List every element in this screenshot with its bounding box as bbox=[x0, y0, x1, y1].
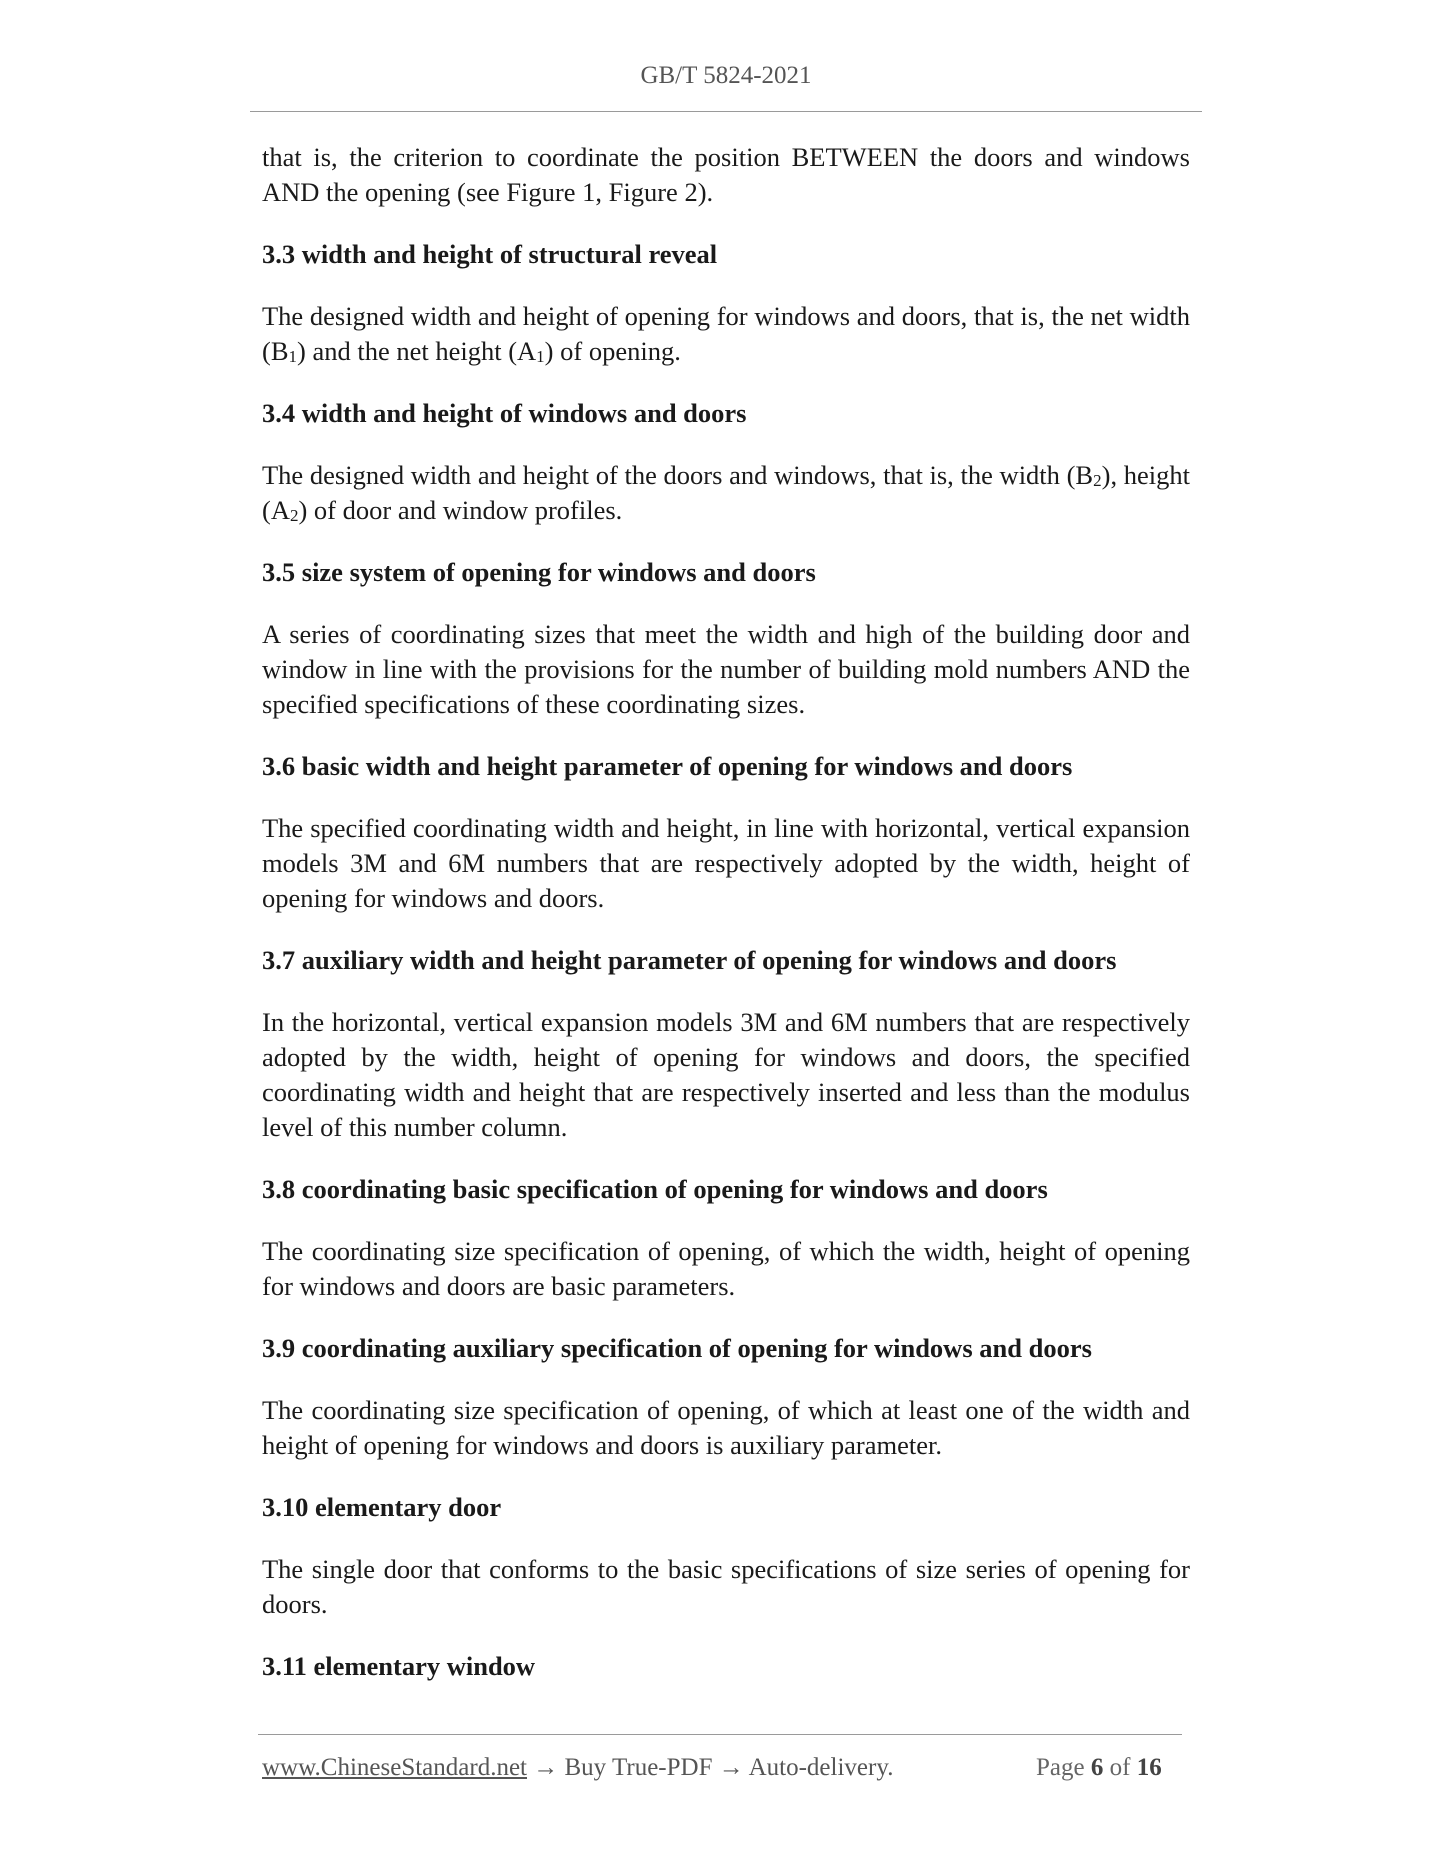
heading-3-4: 3.4 width and height of windows and doors bbox=[262, 398, 747, 428]
website-link[interactable]: www.ChineseStandard.net bbox=[262, 1754, 527, 1781]
arrow-icon: → bbox=[533, 1754, 559, 1781]
paragraph-3-9: The coordinating size specification of opening, of which at least one of the width and height of opening for windows and doors is auxiliary parameter. bbox=[262, 1395, 1190, 1460]
heading-3-10: 3.10 elementary door bbox=[262, 1492, 502, 1522]
heading-3-9: 3.9 coordinating auxiliary specification of opening for windows and doors bbox=[262, 1333, 1092, 1363]
heading-3-7: 3.7 auxiliary width and height parameter of opening for windows and doors bbox=[262, 945, 1117, 975]
heading-3-6: 3.6 basic width and height parameter of opening for windows and doors bbox=[262, 751, 1073, 781]
auto-delivery-text: Auto-delivery. bbox=[748, 1754, 894, 1781]
intro-paragraph: that is, the criterion to coordinate the position BETWEEN the doors and windows AND the opening (see Figure 1, Figure 2). bbox=[262, 142, 1190, 207]
heading-3-8: 3.8 coordinating basic specification of opening for windows and doors bbox=[262, 1174, 1048, 1204]
document-body bbox=[262, 140, 1190, 1711]
footer-divider bbox=[258, 1734, 1182, 1735]
page-current: 6 bbox=[1090, 1754, 1104, 1781]
page-of: of bbox=[1109, 1754, 1131, 1781]
footer-links bbox=[262, 1754, 893, 1782]
document-code-header: GB/T 5824-2021 bbox=[640, 62, 812, 89]
paragraph-3-7: In the horizontal, vertical expansion models 3M and 6M numbers that are respectively adopted by the width, height of opening for windows and doors, the specified coordinating width and height that are respectively inserted and less than the modulus level of this number column. bbox=[262, 1007, 1190, 1142]
heading-3-3: 3.3 width and height of structural reveal bbox=[262, 239, 718, 269]
paragraph-3-4: The designed width and height of the doors and windows, that is, the width $(B_2)$, height $(A_2)$ of door and window profiles. bbox=[262, 460, 1191, 525]
paragraph-3-8: The coordinating size specification of opening, of which the width, height of opening for windows and doors are basic parameters. bbox=[262, 1236, 1190, 1301]
header-divider bbox=[250, 111, 1202, 112]
page-label: Page bbox=[1036, 1754, 1085, 1781]
page-total: 16 bbox=[1136, 1754, 1162, 1781]
paragraph-3-10: The single door that conforms to the basic specifications of size series of opening for doors. bbox=[262, 1554, 1190, 1619]
paragraph-3-6: The specified coordinating width and height, in line with horizontal, vertical expansion models 3M and 6M numbers that are respectively adopted by the width, height of opening for windows and doors. bbox=[262, 813, 1190, 913]
heading-3-11: 3.11 elementary window bbox=[262, 1651, 536, 1681]
buy-pdf-text: Buy True-PDF bbox=[564, 1754, 713, 1781]
page-indicator bbox=[1036, 1754, 1162, 1782]
paragraph-3-3: The designed width and height of opening for windows and doors, that is, the net width $(B_1)$ and the net height $(A_1)$ of opening. bbox=[262, 301, 1190, 366]
paragraph-3-5: A series of coordinating sizes that meet the width and high of the building door and window in line with the provisions for the number of building mold numbers AND the specified specifications of these coordinating sizes. bbox=[262, 619, 1190, 719]
heading-3-5: 3.5 size system of opening for windows and doors bbox=[262, 557, 816, 587]
arrow-icon: → bbox=[718, 1754, 744, 1781]
